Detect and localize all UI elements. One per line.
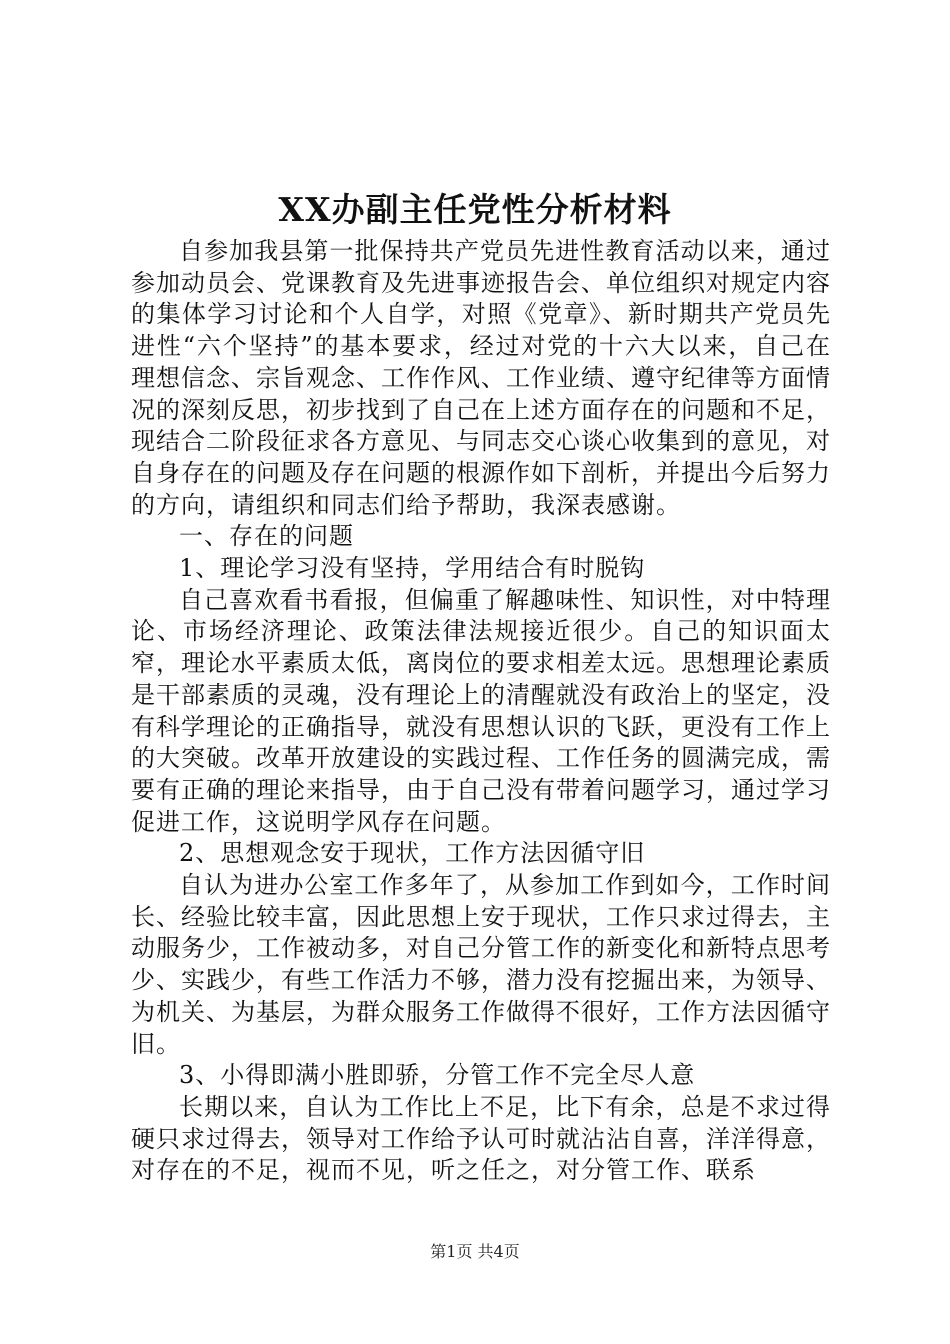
subheading-3: 3、小得即满小胜即骄，分管工作不完全尽人意 xyxy=(179,1061,696,1090)
paragraph-1: 自己喜欢看书看报，但偏重了解趣味性、知识性，对中特理论、市场经济理论、政策法律法规接近很少。自己的知识面太窄，理论水平素质太低，离岗位的要求相差太远。思想理论素质是干部素质的灵魂，没有理论上的清醒就没有政治上的坚定，没有科学理论的正确指导，就没有思想认识的飞跃，更没有工作上的大突破。改革开放建设的实践过程、工作任务的圆满完成，需要有正确的理论来指导，由于自己没有带着问题学习，通过学习促进工作，这说明学风存在问题。 xyxy=(131,585,831,836)
subheading-1: 1、理论学习没有坚持，学用结合有时脱钩 xyxy=(179,554,646,583)
paragraph-2: 自认为进办公室工作多年了，从参加工作到如今，工作时间长、经验比较丰富，因此思想上安于现状，工作只求过得去，主动服务少，工作被动多，对自己分管工作的新变化和新特点思考少、实践少，有些工作活力不够，潜力没有挖掘出来，为领导、为机关、为基层，为群众服务工作做得不很好，工作方法因循守旧。 xyxy=(131,871,831,1058)
page-number-footer: 第1页 共4页 xyxy=(430,1242,520,1261)
subheading-2: 2、思想观念安于现状，工作方法因循守旧 xyxy=(179,839,646,868)
section-heading-problems: 一、存在的问题 xyxy=(179,522,354,551)
document-body xyxy=(131,236,831,1187)
intro-paragraph: 自参加我县第一批保持共产党员先进性教育活动以来，通过参加动员会、党课教育及先进事迹报告会、单位组织对规定内容的集体学习讨论和个人自学，对照《党章》、新时期共产党员先进性“六个坚持”的基本要求，经过对党的十六大以来，自己在理想信念、宗旨观念、工作作风、工作业绩、遵守纪律等方面情况的深刻反思，初步找到了自己在上述方面存在的问题和不足，现结合二阶段征求各方意见、与同志交心谈心收集到的意见，对自身存在的问题及存在问题的根源作如下剖析，并提出今后努力的方向，请组织和同志们给予帮助，我深表感谢。 xyxy=(131,237,831,519)
document-title: XX办副主任党性分析材料 xyxy=(278,190,672,229)
paragraph-3: 长期以来，自认为工作比上不足，比下有余，总是不求过得硬只求过得去，领导对工作给予认可时就沾沾自喜，洋洋得意，对存在的不足，视而不见，听之任之，对分管工作、联系 xyxy=(131,1092,831,1185)
